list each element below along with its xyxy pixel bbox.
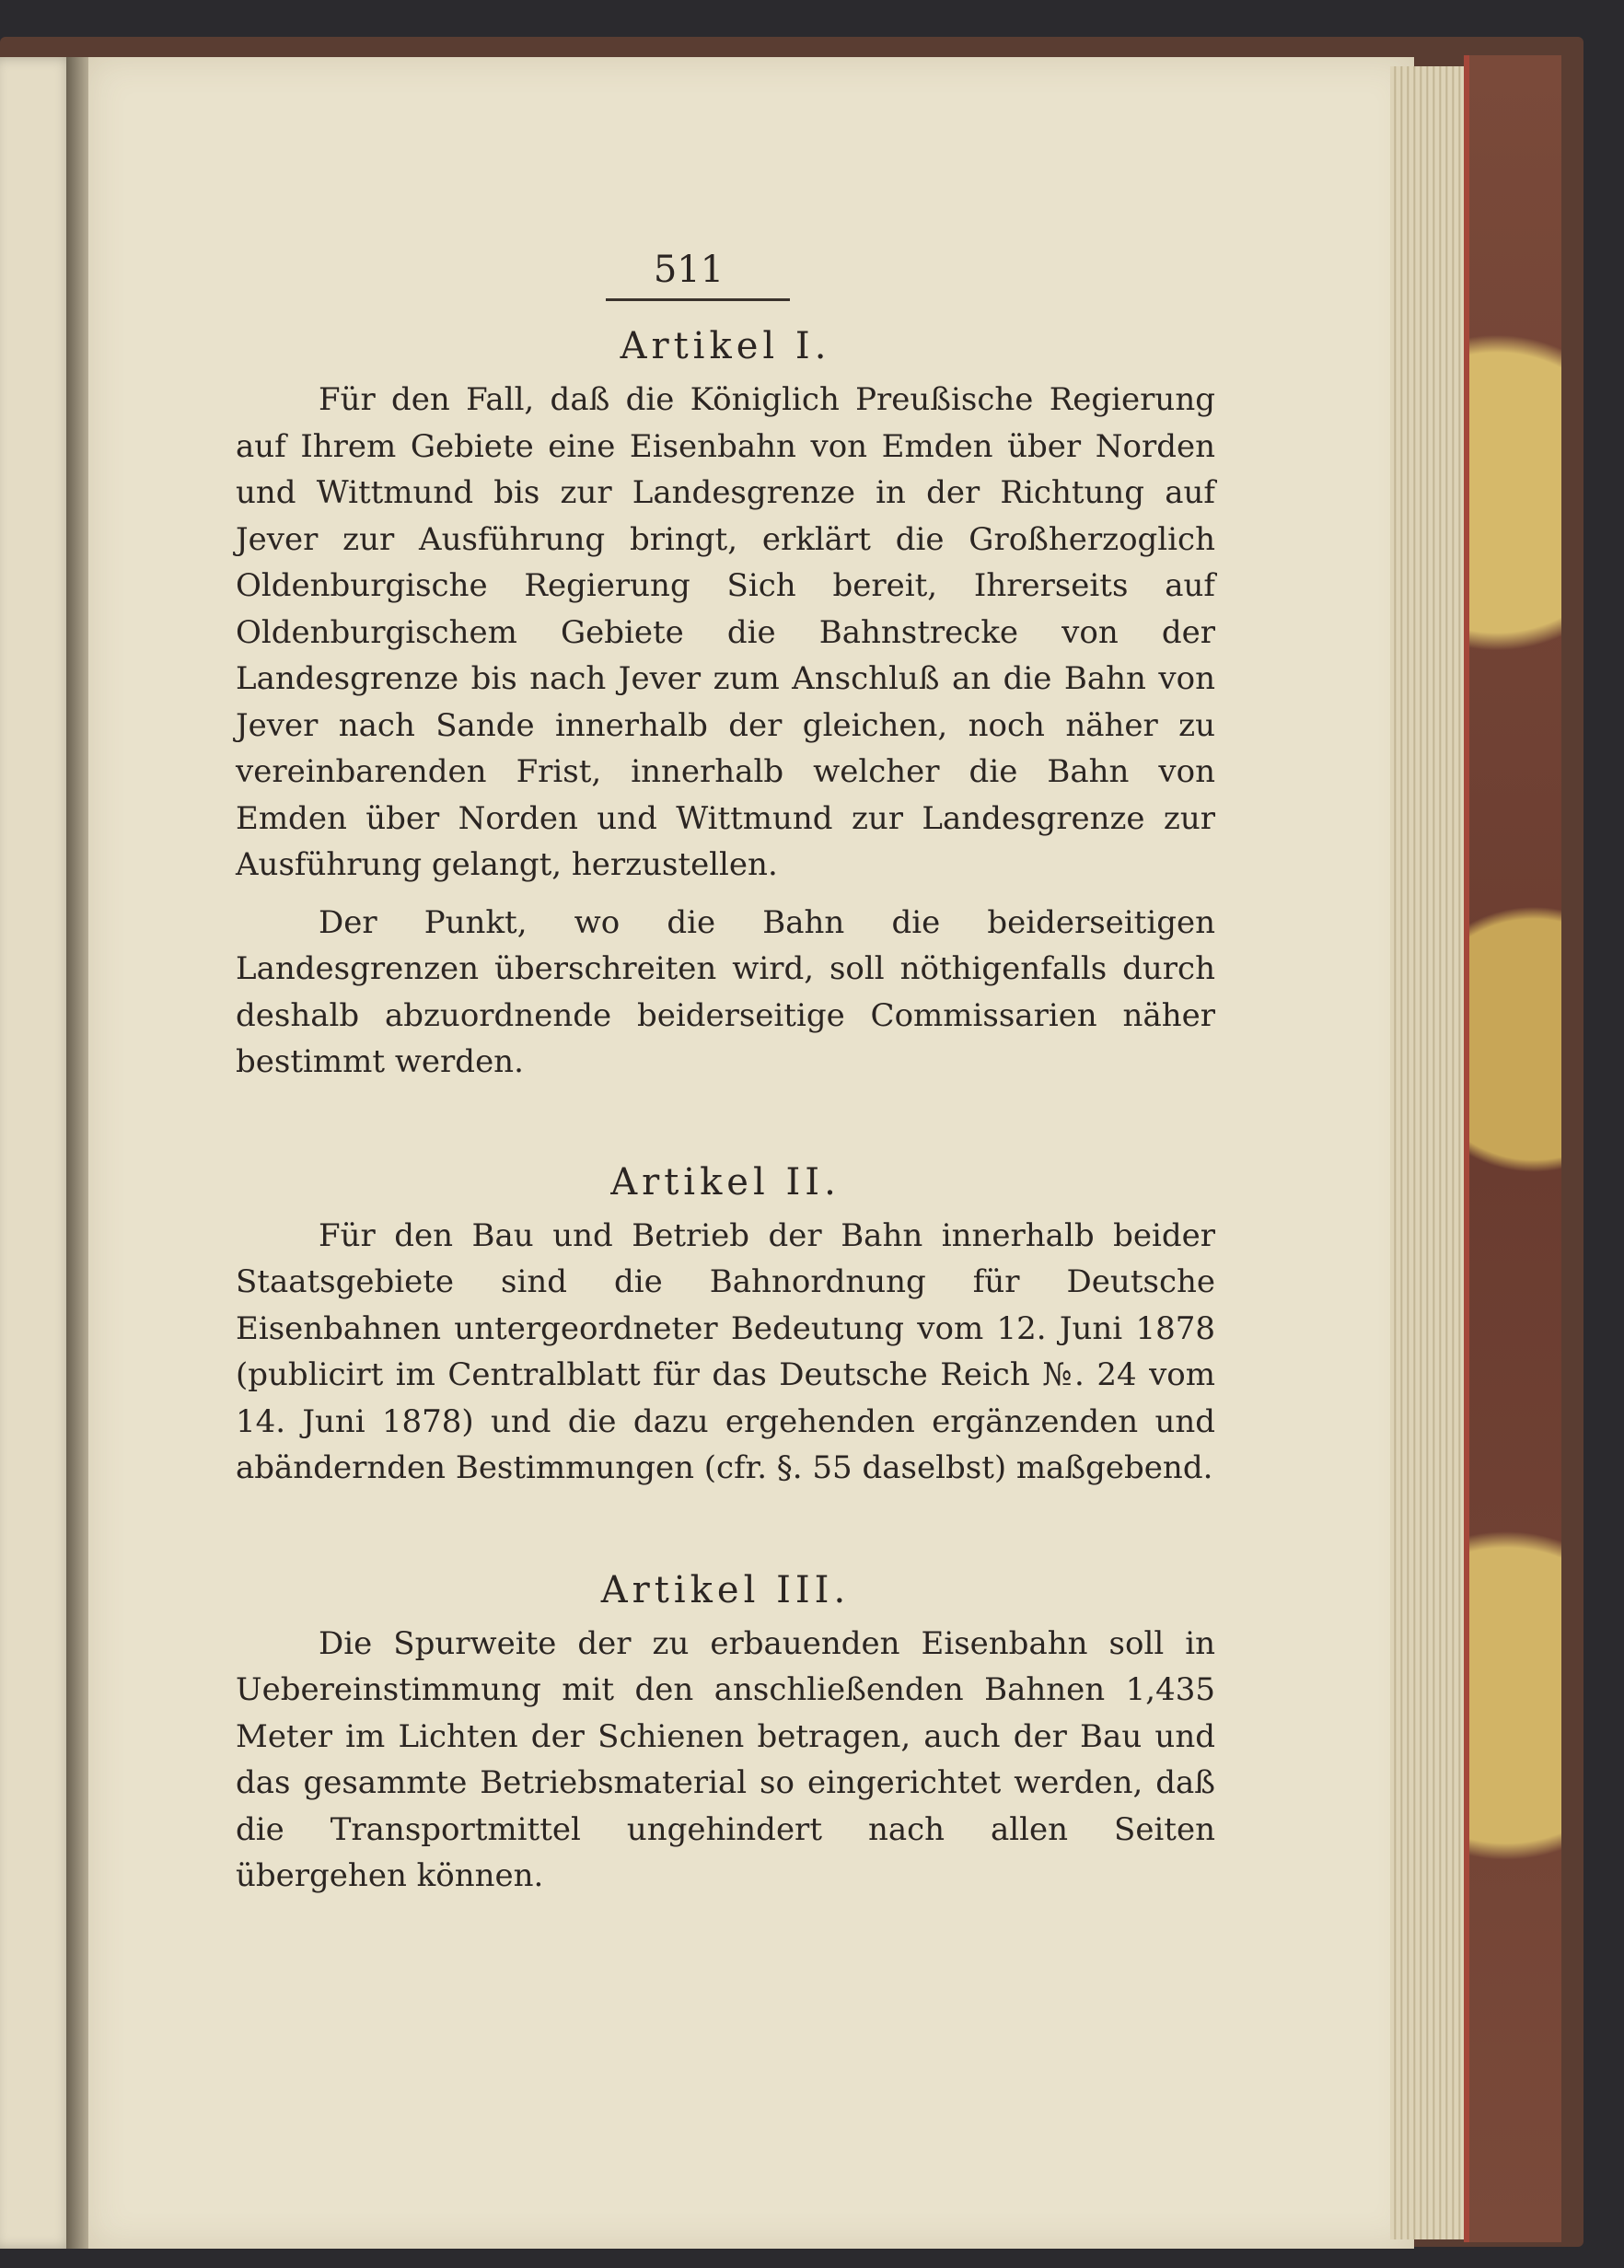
- page-text-block: [236, 249, 1215, 1900]
- marbled-cover-edge: [1464, 55, 1561, 2242]
- article-1: [236, 325, 1215, 1086]
- article-3: [236, 1569, 1215, 1900]
- left-page-edge: [0, 57, 74, 2249]
- article-paragraph: Für den Bau und Betrieb der Bahn innerhalb beider Staatsgebiete sind die Bahnordnung für Deutsche Eisenbahnen untergeordneter Bedeutung vom 12. Juni 1878 (publicirt im Centralblatt für das Deutsche Reich №. 24 vom 14. Juni 1878) und die dazu ergehenden ergänzenden und abändernden Bestimmungen (cfr. §. 55 daselbst) maßgebend.: [236, 1216, 1215, 1486]
- page-number-rule: [606, 298, 790, 301]
- article-heading: Artikel II.: [610, 1160, 841, 1204]
- article-heading: Artikel I.: [620, 325, 831, 367]
- page-edges: [1390, 66, 1464, 2239]
- article-2: [236, 1161, 1215, 1492]
- article-paragraph: Für den Fall, daß die Königlich Preußische Regierung auf Ihrem Gebiete eine Eisenbahn von Emden über Norden und Wittmund bis zur Landesgrenze in der Richtung auf Jever zur Ausführung bringt, erklärt die Großherzoglich Oldenburgische Regierung Sich bereit, Ihrerseits auf Oldenburgischem Gebiete die Bahnstrecke von der Landesgrenze bis nach Jever zum Anschluß an die Bahn von Jever nach Sande innerhalb der gleichen, noch näher zu vereinbarenden Frist, innerhalb welcher die Bahn von Emden über Norden und Wittmund zur Landesgrenze zur Ausführung gelangt, herzustellen.: [236, 381, 1215, 883]
- article-heading: Artikel III.: [600, 1568, 851, 1611]
- article-paragraph: Die Spurweite der zu erbauenden Eisenbahn soll in Uebereinstimmung mit den anschließenden Bahnen 1,435 Meter im Lichten der Schienen betragen, auch der Bau und das gesammte Betriebsmaterial so eingerichtet werden, daß die Transportmittel ungehindert nach allen Seiten übergehen können.: [236, 1624, 1215, 1894]
- page-number: 511: [653, 249, 725, 291]
- article-paragraph: Der Punkt, wo die Bahn die beiderseitigen Landesgrenzen überschreiten wird, soll nöthigenfalls durch deshalb abzuordnende beiderseitige Commissarien näher bestimmt werden.: [236, 903, 1215, 1080]
